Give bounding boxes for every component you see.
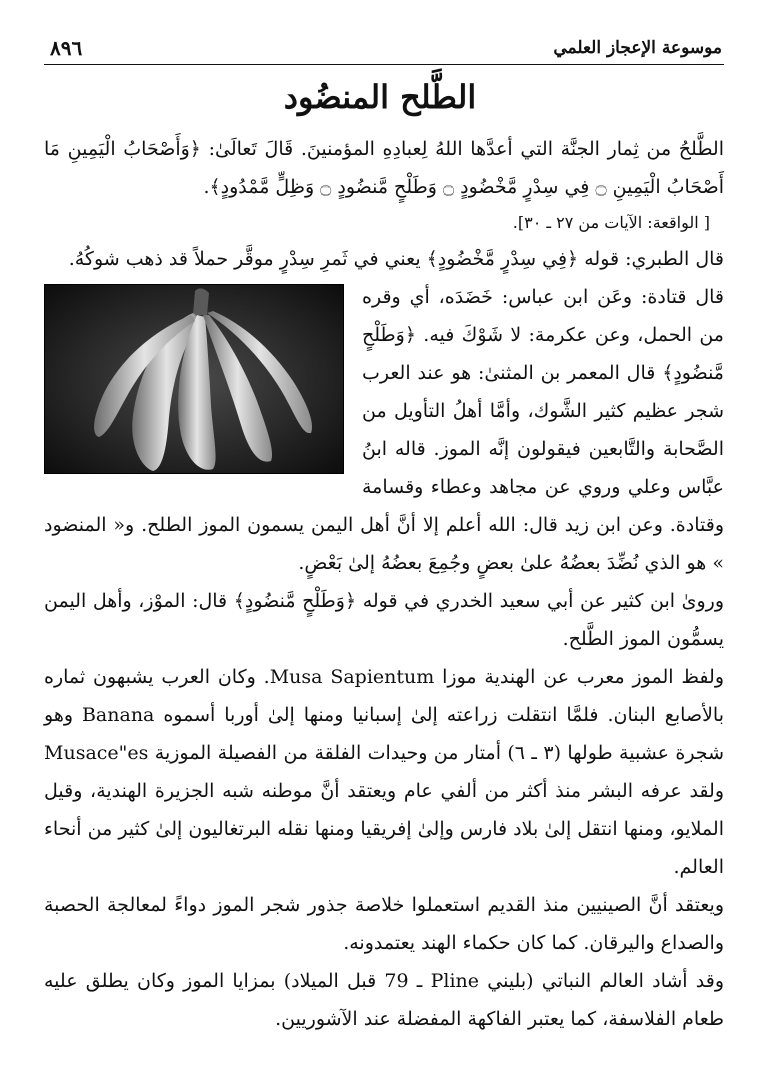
banana-photo-drawing bbox=[45, 285, 343, 473]
paragraph-pliny: وقد أشاد العالم النباتي (بليني Pline ـ 79 قبل الميلاد) بمزايا الموز وكان يطلق عليه طعام الفلاسفة، كما يعتبر الفاكهة المفضلة عند الآشوريين. bbox=[44, 970, 725, 1030]
page-body bbox=[44, 130, 724, 1038]
paragraph-qatada: قال قتادة: وعَن ابن عباس: خَضَدَه، أي وقره من الحمل، وعن عكرمة: لا شَوْكَ فيه. ﴿وَطَلْحٍ مَّنضُودٍ﴾ قال المعمر بن المثنىٰ: هو عند العرب شجر عظيم كثير الشَّوك، وأمَّا أهلُ التأويل من الصَّحابة والتَّابعين فيقولون إنَّه الموز. قاله ابنُ عبَّاس وعلي وروي عن مجاهد وعطاء وقسامة وقتادة. وعن ابن زيد قال: الله أعلم إلا أنَّ أهل اليمن يسمون الموز الطلح. و« المنضود » هو الذي نُضِّدَ بعضُهُ علىٰ بعضٍ وجُمِعَ بعضُهُ إلىٰ بَعْضٍ. bbox=[44, 286, 724, 574]
book-title: موسوعة الإعجاز العلمي bbox=[553, 38, 722, 58]
page-header bbox=[44, 30, 724, 65]
paragraph-etymology: ولفظ الموز معرب عن الهندية موزا Musa Sapientum. وكان العرب يشبهون ثماره بالأصابع البنان. فلمَّا انتقلت زراعته إلىٰ إسبانيا ومنها إلىٰ أوربا أسموه Banana وهو شجرة عشبية طولها (٣ ـ ٦) أمتار من وحيدات الفلقة من الفصيلة الموزية Musace"es ولقد عرفه البشر منذ أكثر من ألفي عام ويعتقد أنَّ موطنه شبه الجزيرة الهندية، وقيل الملايو، ومنها انتقل إلىٰ بلاد فارس وإلىٰ إفريقيا ومنها نقله البرتغاليون إلىٰ كثير من أنحاء العالم. bbox=[44, 666, 724, 878]
paragraph-chinese-medicine: ويعتقد أنَّ الصينيين منذ القديم استعملوا خلاصة جذور شجر الموز دواءً لمعالجة الحصبة والصداع واليرقان. كما كان حكماء الهند يعتمدونه. bbox=[44, 894, 724, 954]
verse-reference: [ الواقعة: الآيات من ٢٧ ـ ٣٠]. bbox=[512, 213, 710, 232]
paragraph-tabari: قال الطبري: قوله ﴿فِي سِدْرٍ مَّخْضُودٍ﴾ يعني في ثَمرِ سِدْرٍ موقَّر حملاً قد ذهب شوكُهُ. bbox=[68, 248, 724, 270]
paragraph-ibn-kathir: وروىٰ ابن كثير عن أبي سعيد الخدري في قوله ﴿وَطَلْحٍ مَّنضُودٍ﴾ قال: الموْز، وأهل اليمن يسمُّون الموز الطَّلح. bbox=[44, 590, 724, 650]
section-title: الطَّلح المنضُود bbox=[283, 78, 477, 116]
page-number: ٨٩٦ bbox=[50, 36, 83, 60]
banana-bunch-photo bbox=[44, 284, 344, 474]
paragraph-intro: الطَّلحُ من ثِمار الجنَّة التي أعدَّها اللهُ لِعبادِهِ المؤمنينَ. قَالَ تَعالَىٰ: ﴿وَأَصْحَابُ الْيَمِينِ مَا أَصْحَابُ الْيَمِينِ ۝ فِي سِدْرٍ مَّخْضُودٍ ۝ وَطَلْحٍ مَّنضُودٍ ۝ وَظِلٍّ مَّمْدُودٍ﴾. bbox=[44, 138, 724, 198]
